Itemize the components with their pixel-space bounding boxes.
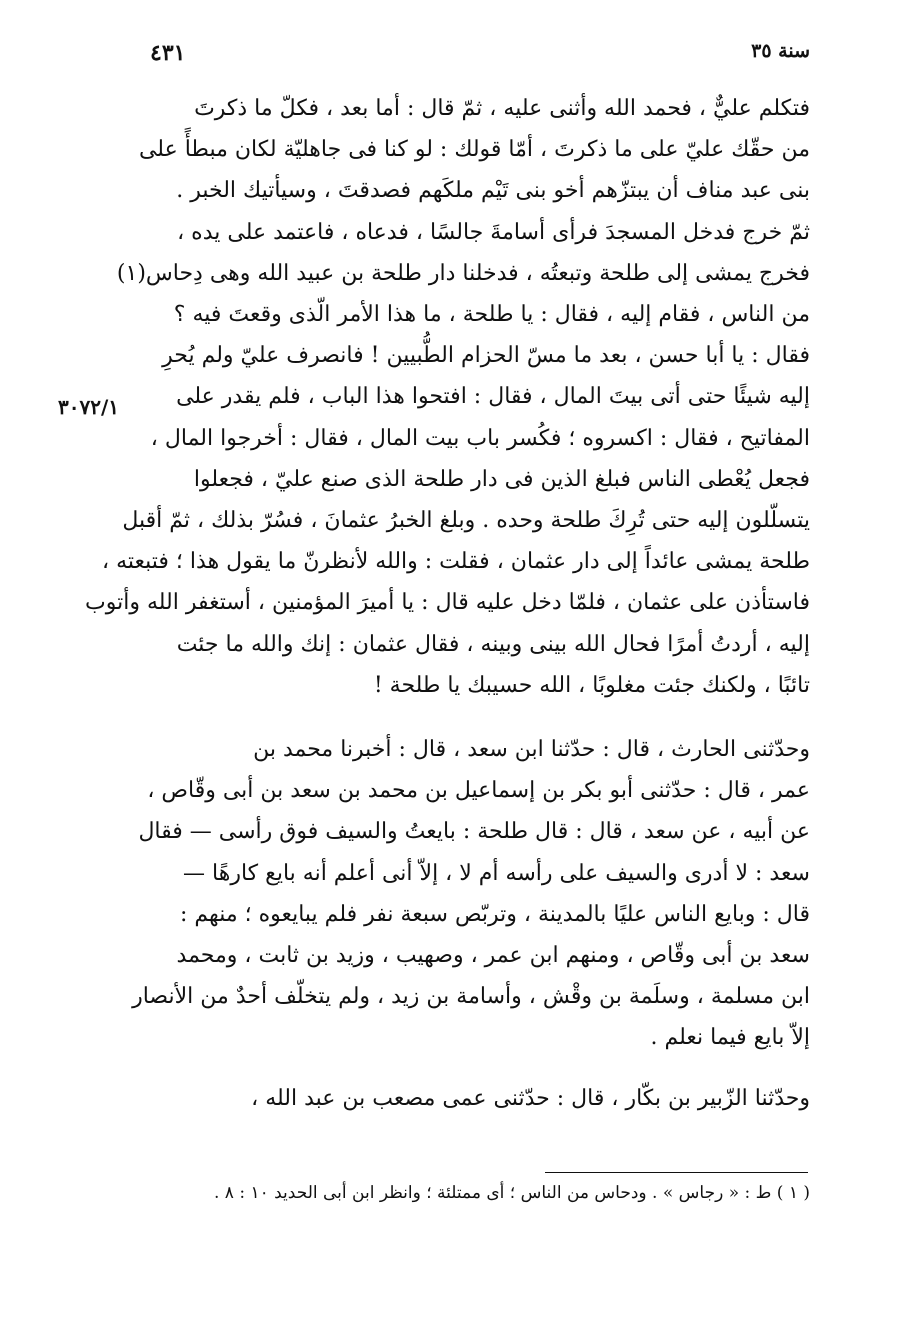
text-line: قال : وبايع الناس عليًا بالمدينة ، وتربّص سبعة نفر فلم يبايعوه ؛ منهم : <box>180 901 810 927</box>
text-line: فجعل يُعْطى الناس فبلغ الذين فى دار طلحة الذى صنع عليّ ، فجعلوا <box>193 466 810 492</box>
page-header <box>150 40 810 76</box>
text-line: عن أبيه ، عن سعد ، قال : قال طلحة : بايعتُ والسيف فوق رأسى — فقال <box>138 819 810 845</box>
text-line: سعد بن أبى وقّاص ، ومنهم ابن عمر ، وصهيب ، وزيد بن ثابت ، ومحمد <box>176 943 810 969</box>
text-line: سعد : لا أدرى والسيف على رأسه أم لا ، إلاّ أنى أعلم أنه بايع كارهًا — <box>183 860 810 886</box>
text-line: عمر ، قال : حدّثنى أبو بكر بن إسماعيل بن محمد بن سعد بن أبى وقّاص ، <box>147 778 810 804</box>
text-line: يتسلّلون إليه حتى تُرِكَ طلحة وحده . وبلغ الخبرُ عثمانَ ، فسُرّ بذلك ، ثمّ أقبل <box>122 508 810 534</box>
text-line: طلحة يمشى عائداً إلى دار عثمان ، فقلت : والله لأنظرنّ ما يقول هذا ؛ فتبعته ، <box>102 549 810 575</box>
text-line: إلاّ بايع فيما نعلم . <box>650 1025 810 1051</box>
text-line: إليه شيئًا حتى أتى بيتَ المال ، فقال : افتحوا هذا الباب ، فلم يقدر على <box>176 384 810 410</box>
text-line: فقال : يا أبا حسن ، بعد ما مسّ الحزام الطُّبيين ! فانصرف عليّ ولم يُحرِ <box>162 343 810 369</box>
text-line: وحدّثنا الزّبير بن بكّار ، قال : حدّثنى عمى مصعب بن عبد الله ، <box>251 1085 810 1111</box>
paragraph-gap <box>150 706 810 729</box>
paragraph <box>150 1078 810 1119</box>
text-line: تائبًا ، ولكنك جئت مغلوبًا ، الله حسيبك يا طلحة ! <box>373 672 810 698</box>
text-line: ابن مسلمة ، وسلَمة بن وقْش ، وأسامة بن زيد ، ولم يتخلّف أحدٌ من الأنصار <box>132 984 810 1010</box>
text-line: فاستأذن على عثمان ، فلمّا دخل عليه قال : يا أميرَ المؤمنين ، أستغفر الله وأتوب <box>85 590 810 616</box>
page-number: ٤٣١ <box>150 40 186 66</box>
text-line: بنى عبد مناف أن يبتزّهم أخو بنى تَيْم ملكَهم فصدقتَ ، وسيأتيك الخبر . <box>176 178 810 204</box>
text-line: المفاتيح ، فقال : اكسروه ؛ فكُسر باب بيت المال ، فقال : أخرجوا المال ، <box>150 425 810 451</box>
paragraph-gap <box>150 1059 810 1078</box>
text-line: من حقّك عليّ على ما ذكرتَ ، أمّا قولك : لو كنا فى جاهليّة لكان مبطأً على <box>138 137 810 163</box>
year-label: سنة ٣٥ <box>751 40 810 62</box>
text-line: وحدّثنى الحارث ، قال : حدّثنا ابن سعد ، قال : أخبرنا محمد بن <box>253 737 810 763</box>
text-line: من الناس ، فقام إليه ، فقال : يا طلحة ، ما هذا الأمر الّذى وقعتَ فيه ؟ <box>173 302 810 328</box>
text-line: فتكلم عليٌّ ، فحمد الله وأثنى عليه ، ثمّ قال : أما بعد ، فكلّ ما ذكرتَ <box>194 96 810 121</box>
text-line: إليه ، أردتُ أمرًا فحال الله بينى وبينه ، فقال عثمان : إنك والله ما جئت <box>176 631 810 657</box>
text-line: فخرج يمشى إلى طلحة وتبعتُه ، فدخلنا دار طلحة بن عبيد الله وهى دِحاس(١) <box>116 260 810 286</box>
paragraph <box>132 729 810 1059</box>
footnote: ( ١ ) ط : « رجاس » . ودحاس من الناس ؛ أى ممتلئة ؛ وانظر ابن أبى الحديد ١٠ : ٨ . <box>213 1183 810 1203</box>
text-line: ثمّ خرج فدخل المسجدَ فرأى أسامةَ جالسًا ، فدعاه ، فاعتمد على يده ، <box>177 219 810 245</box>
footnote-divider <box>545 1172 808 1173</box>
margin-note: ٣٠٧٢/١ <box>58 395 120 419</box>
